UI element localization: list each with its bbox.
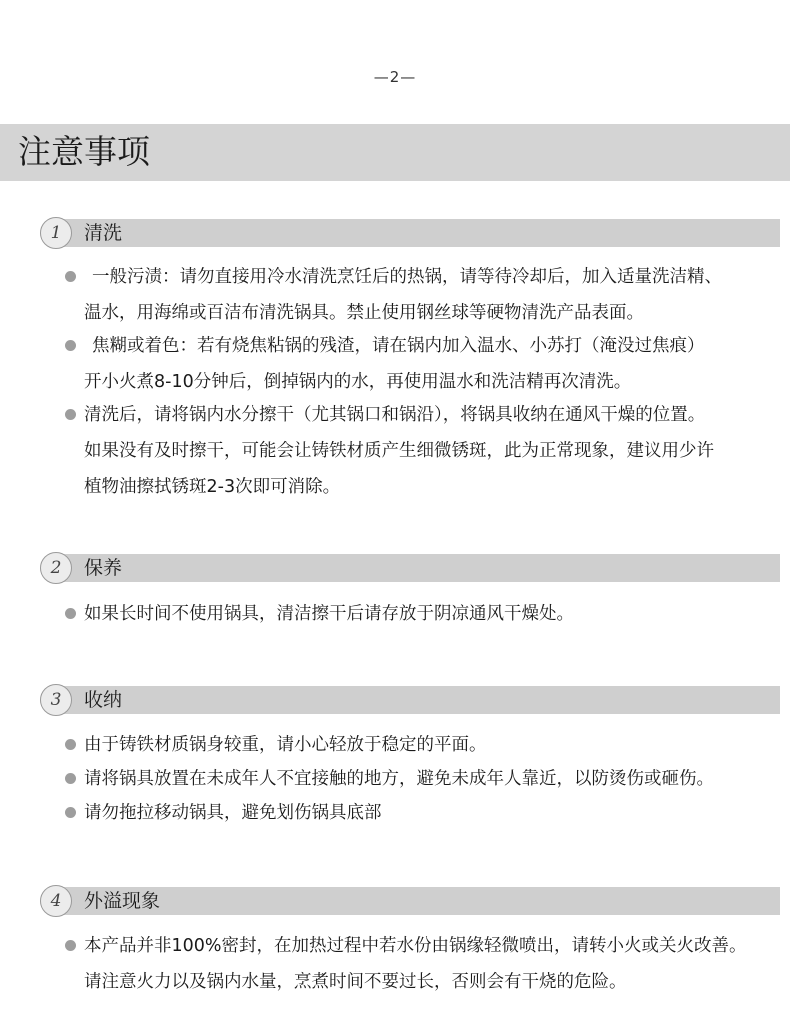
list-item-line: 温水，用海绵或百洁布清洗锅具。禁止使用钢丝球等硬物清洗产品表面。 xyxy=(84,303,644,323)
list-item-line: 清洗后，请将锅内水分擦干（尤其锅口和锅沿），将锅具收纳在通风干燥的位置。 xyxy=(84,405,706,425)
bullet-icon xyxy=(65,608,76,619)
page-number: —2— xyxy=(373,68,417,86)
bullet-icon xyxy=(65,739,76,750)
section-number: 3 xyxy=(40,684,72,716)
list-item-line: 请将锅具放置在未成年人不宜接触的地方，避免未成年人靠近，以防烫伤或砸伤。 xyxy=(84,769,714,789)
section-header-cleaning xyxy=(40,219,780,247)
list-item-line: 焦糊或着色：若有烧焦粘锅的残渣，请在锅内加入温水、小苏打（淹没过焦痕） xyxy=(92,336,705,356)
bullet-icon xyxy=(65,940,76,951)
section-title: 清洗 xyxy=(84,222,123,244)
list-item-line: 由于铸铁材质锅身较重，请小心轻放于稳定的平面。 xyxy=(84,735,487,755)
section-number: 1 xyxy=(40,217,72,249)
list-item xyxy=(84,397,784,433)
section-header-maintenance xyxy=(40,554,780,582)
section-number: 4 xyxy=(40,885,72,917)
bullet-icon xyxy=(65,807,76,818)
list-item-line: 如果没有及时擦干，可能会让铸铁材质产生细微锈斑，此为正常现象，建议用少许 xyxy=(84,441,714,461)
list-item xyxy=(84,761,784,797)
main-title: 注意事项 xyxy=(18,132,150,171)
list-item xyxy=(92,328,790,364)
section-header-storage xyxy=(40,686,780,714)
list-item-line: 开小火煮8-10分钟后，倒掉锅内的水，再使用温水和洗洁精再次清洗。 xyxy=(84,372,632,392)
list-item-line: 一般污渍：请勿直接用冷水清洗烹饪后的热锅，请等待冷却后，加入适量洗洁精、 xyxy=(92,267,722,287)
list-item-line: 如果长时间不使用锅具，清洁擦干后请存放于阴凉通风干燥处。 xyxy=(84,604,574,624)
main-title-banner xyxy=(0,124,790,181)
list-item-line: 本产品并非100%密封，在加热过程中若水份由锅缘轻微喷出，请转小火或关火改善。 xyxy=(84,936,747,956)
list-item xyxy=(84,596,784,632)
bullet-icon xyxy=(65,340,76,351)
list-item-line: 请注意火力以及锅内水量，烹煮时间不要过长，否则会有干烧的危险。 xyxy=(84,972,627,992)
list-item-continuation xyxy=(84,964,784,1000)
bullet-icon xyxy=(65,409,76,420)
list-item-continuation xyxy=(84,469,784,505)
section-header-overflow xyxy=(40,887,780,915)
section-title: 保养 xyxy=(84,557,123,579)
bullet-icon xyxy=(65,773,76,784)
section-number: 2 xyxy=(40,552,72,584)
section-title: 收纳 xyxy=(84,689,123,711)
bullet-icon xyxy=(65,271,76,282)
list-item-continuation xyxy=(84,364,784,400)
section-title: 外溢现象 xyxy=(84,890,161,912)
list-item xyxy=(84,795,784,831)
list-item xyxy=(92,259,790,295)
list-item xyxy=(84,727,784,763)
list-item-continuation xyxy=(84,295,784,331)
list-item-line: 请勿拖拉移动锅具，避免划伤锅具底部 xyxy=(84,803,382,823)
list-item-continuation xyxy=(84,433,784,469)
list-item-line: 植物油擦拭锈斑2-3次即可消除。 xyxy=(84,477,341,497)
list-item xyxy=(84,928,784,964)
